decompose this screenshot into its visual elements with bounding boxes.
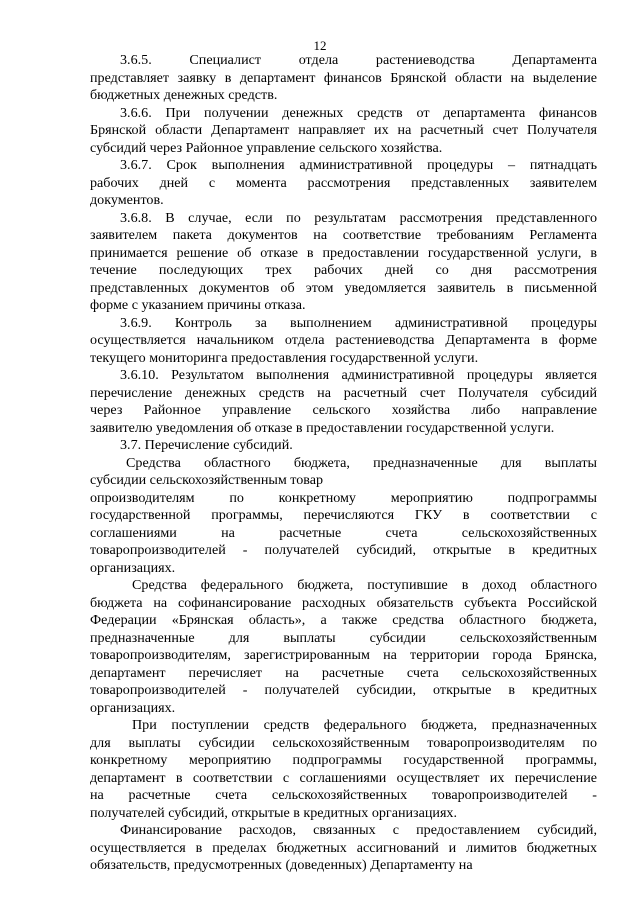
paragraph-p366 [90,105,597,158]
text-line: организациях. [90,559,176,576]
text-line: течение последующих трех рабочих дней со дня рассмотрения [90,262,597,278]
paragraph-p3610 [90,367,597,437]
paragraph-p37 [90,437,597,455]
paragraph-p_financing [90,822,597,875]
text-line: текущего мониторинга предоставления государственной услуги. [90,349,479,366]
text-line: Брянской области Департамент направляет их на расчетный счет Получателя [90,122,597,138]
text-line: товаропроизводителей - получателей субсидии, открытые в кредитных [90,682,597,698]
paragraph-p367 [90,157,597,210]
text-line: представляет заявку в департамент финансов Брянской области на выделение [90,69,597,86]
paragraph-p_receipt [90,717,597,822]
text-line: документов. [90,192,164,208]
document-body [90,52,597,875]
paragraph-p368 [90,210,597,315]
paragraph-p365 [90,52,597,105]
text-line: обязательств, предусмотренных (доведенных) Департаменту на [90,857,473,873]
text-line: департамент в соответствии с соглашениями осуществляет их перечисление [90,769,597,786]
text-line: осуществляется начальником отдела растениеводства Департамента в форме [90,332,597,348]
text-line: организациях. [90,699,176,716]
text-line: Финансирование расходов, связанных с предоставлением субсидий, [120,822,597,838]
text-line: заявителем пакета документов на соответствие требованиям Регламента [90,227,597,243]
text-line: представленных документов об этом уведомляется заявитель в письменной [90,279,597,296]
text-line: субсидии сельскохозяйственным товар [90,472,324,488]
text-line: 3.6.9. Контроль за выполнением административной процедуры [120,314,597,331]
paragraph-p_regional_b [90,490,597,578]
text-line: заявителю уведомления об отказе в предоставлении государственной услуги. [90,419,555,436]
text-line: Средства федерального бюджета, поступившие в доход областного [132,577,597,593]
text-line: соглашениями на расчетные счета сельскохозяйственных [90,524,597,541]
text-line: предназначенные для выплаты субсидии сельскохозяйственным [90,629,597,646]
text-line: на расчетные счета сельскохозяйственных товаропроизводителей - [90,787,597,803]
text-line: 3.6.10. Результатом выполнения административной процедуры является [120,367,597,383]
text-line: форме с указанием причины отказа. [90,297,306,313]
text-line: бюджета на софинансирование расходных обязательств субъекта Российской [90,594,597,611]
text-line: получателей субсидий, открытые в кредитных организациях. [90,804,457,821]
text-line: департамент перечисляет на расчетные счета сельскохозяйственных [90,664,597,681]
text-line: через Районное управление сельского хозяйства либо направление [90,402,597,418]
text-line: При поступлении средств федерального бюджета, предназначенных [132,717,597,733]
text-line: для выплаты субсидии сельскохозяйственным товаропроизводителям по [90,734,597,751]
text-line: 3.6.6. При получении денежных средств от департамента финансов [120,104,597,121]
text-line: перечисление денежных средств на расчетный счет Получателя субсидий [90,384,597,401]
page-number: 12 [313,38,327,53]
text-line: принимается решение об отказе в предоставлении государственной услуги, в [90,244,597,261]
text-line: Средства областного бюджета, предназначенные для выплаты [126,454,597,471]
text-line: осуществляется в пределах бюджетных ассигнований и лимитов бюджетных [90,839,597,856]
text-line: конкретному мероприятию подпрограммы государственной программы, [90,752,597,768]
paragraph-p369 [90,315,597,368]
text-line: 3.6.8. В случае, если по результатам рассмотрения представленного [120,209,597,226]
text-line: опроизводителям по конкретному мероприятию подпрограммы [90,489,597,506]
text-line: субсидий через Районное управление сельского хозяйства. [90,139,443,156]
text-line: 3.7. Перечисление субсидий. [120,437,293,453]
text-line: государственной программы, перечисляются ГКУ в соответствии с [90,507,597,523]
paragraph-p_regional_a [90,455,597,490]
text-line: бюджетных денежных средств. [90,87,278,103]
text-line: товаропроизводителям, зарегистрированным на территории города Брянска, [90,647,597,663]
text-line: Федерации «Брянская область», а также средства областного бюджета, [90,612,597,628]
text-line: товаропроизводителей - получателей субсидий, открытые в кредитных [90,542,597,558]
text-line: 3.6.7. Срок выполнения административной процедуры – пятнадцать [120,157,597,173]
text-line: рабочих дней с момента рассмотрения представленных заявителем [90,174,597,191]
text-line: 3.6.5. Специалист отдела растениеводства Департамента [120,52,597,68]
paragraph-p_federal [90,577,597,717]
